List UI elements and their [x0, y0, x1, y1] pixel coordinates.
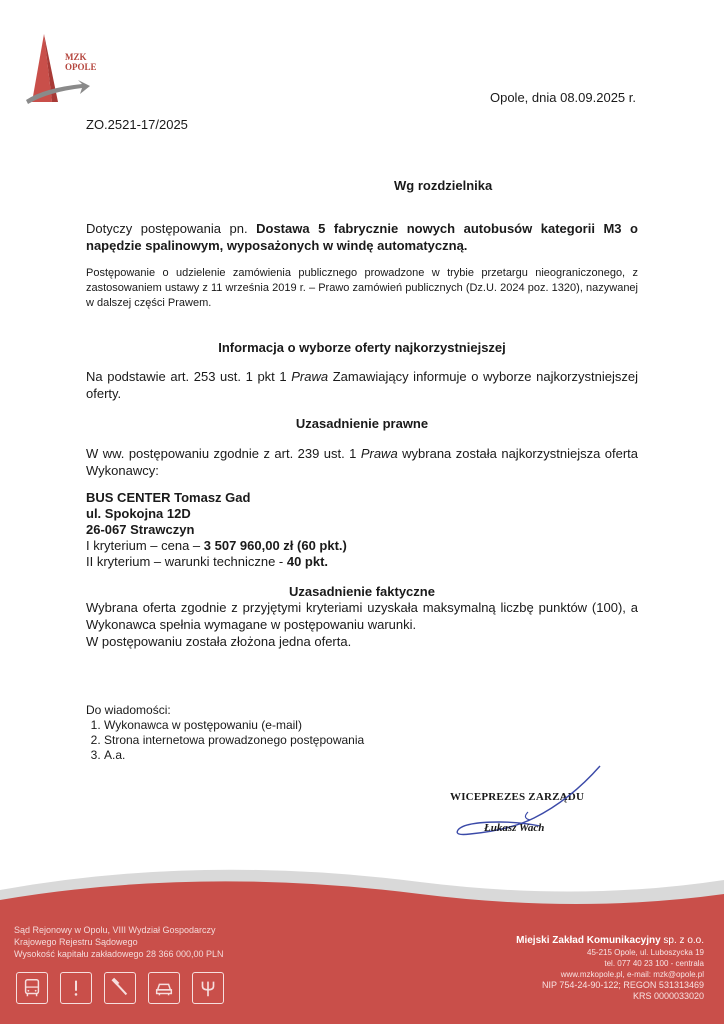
criterion-2: II kryterium – warunki techniczne - 40 pkt.: [86, 554, 329, 569]
warning-icon: [60, 972, 92, 1004]
signature-title: WICEPREZES ZARZĄDU: [450, 791, 585, 803]
list-item: 2. Strona internetowa prowadzonego postępowania: [104, 733, 364, 748]
contractor-block: [86, 490, 347, 570]
list-item: 3. A.a.: [104, 748, 364, 763]
bus-icon: [16, 972, 48, 1004]
signatory-name: Łukasz Wach: [484, 822, 545, 834]
logo-text: MZK OPOLE: [65, 52, 97, 72]
car-icon: [148, 972, 180, 1004]
legal-text: W ww. postępowaniu zgodnie z art. 239 ust. 1 Prawa wybrana została najkorzystniejsza oferta Wykonawcy:: [86, 446, 639, 478]
criterion-1: I kryterium – cena – 3 507 960,00 zł (60 pkt.): [86, 538, 347, 553]
subject-title: Dostawa 5 fabrycznie nowych autobusów kategorii M3 o napędzie spalinowym, wyposażonych w windę automatyczną.: [86, 221, 638, 253]
recipient: Wg rozdzielnika: [394, 178, 493, 193]
contractor-name: BUS CENTER Tomasz Gad: [86, 490, 251, 505]
procedure-note: Postępowanie o udzielenie zamówienia publicznego prowadzone w trybie przetargu nieograniczonego, z zastosowaniem ustawy z 11 września 2019 r. – Prawo zamówień publicznych (Dz.U. 2024 poz. 1320), nazywanej w dalszej części Prawem.: [86, 267, 638, 309]
section-heading-factual: Uzasadnienie faktyczne: [289, 584, 435, 599]
place-date: Opole, dnia 08.09.2025 r.: [489, 90, 636, 105]
distribution-list: [86, 703, 364, 763]
subject-prefix: Dotyczy postępowania pn.: [86, 221, 248, 236]
trident-icon: [192, 972, 224, 1004]
footer-court-info: Sąd Rejonowy w Opolu, VIII Wydział Gospodarczy Krajowego Rejestru Sądowego Wysokość kapitału zakładowego 28 366 000,00 PLN: [14, 925, 224, 959]
hammer-icon: [104, 972, 136, 1004]
selection-text: Na podstawie art. 253 ust. 1 pkt 1 Prawa Zamawiający informuje o wyborze najkorzystniejszej oferty.: [86, 369, 638, 401]
footer-icons: [16, 972, 224, 1004]
section-heading-selection: Informacja o wyborze oferty najkorzystniejszej: [218, 340, 506, 355]
section-heading-legal: Uzasadnienie prawne: [295, 416, 429, 431]
factual-text: Wybrana oferta zgodnie z przyjętymi kryteriami uzyskała maksymalną liczbę punktów (100), a Wykonawca spełnia wymagane w postępowaniu warunki. W postępowaniu została złożona jedna oferta.: [86, 600, 638, 649]
subject: [86, 220, 638, 254]
contractor-city: 26-067 Strawczyn: [86, 522, 195, 537]
company-logo: [24, 30, 97, 110]
list-item: 1. Wykonawca w postępowaniu (e-mail): [104, 718, 364, 733]
company-name: Miejski Zakład Komunikacyjny: [516, 935, 661, 946]
contractor-street: ul. Spokojna 12D: [86, 506, 191, 521]
distribution-heading: Do wiadomości:: [86, 703, 171, 717]
reference-number: ZO.2521-17/2025: [86, 117, 188, 132]
footer-company-info: Miejski Zakład Komunikacyjny sp. z o.o. 45-215 Opole, ul. Luboszycka 19 tel. 077 40 23 100 - centrala www.mzkopole.pl, e-mail: mzk@opole.pl NIP 754-24-90-122; REGON 531313469 KRS 0000033020: [516, 935, 704, 1001]
